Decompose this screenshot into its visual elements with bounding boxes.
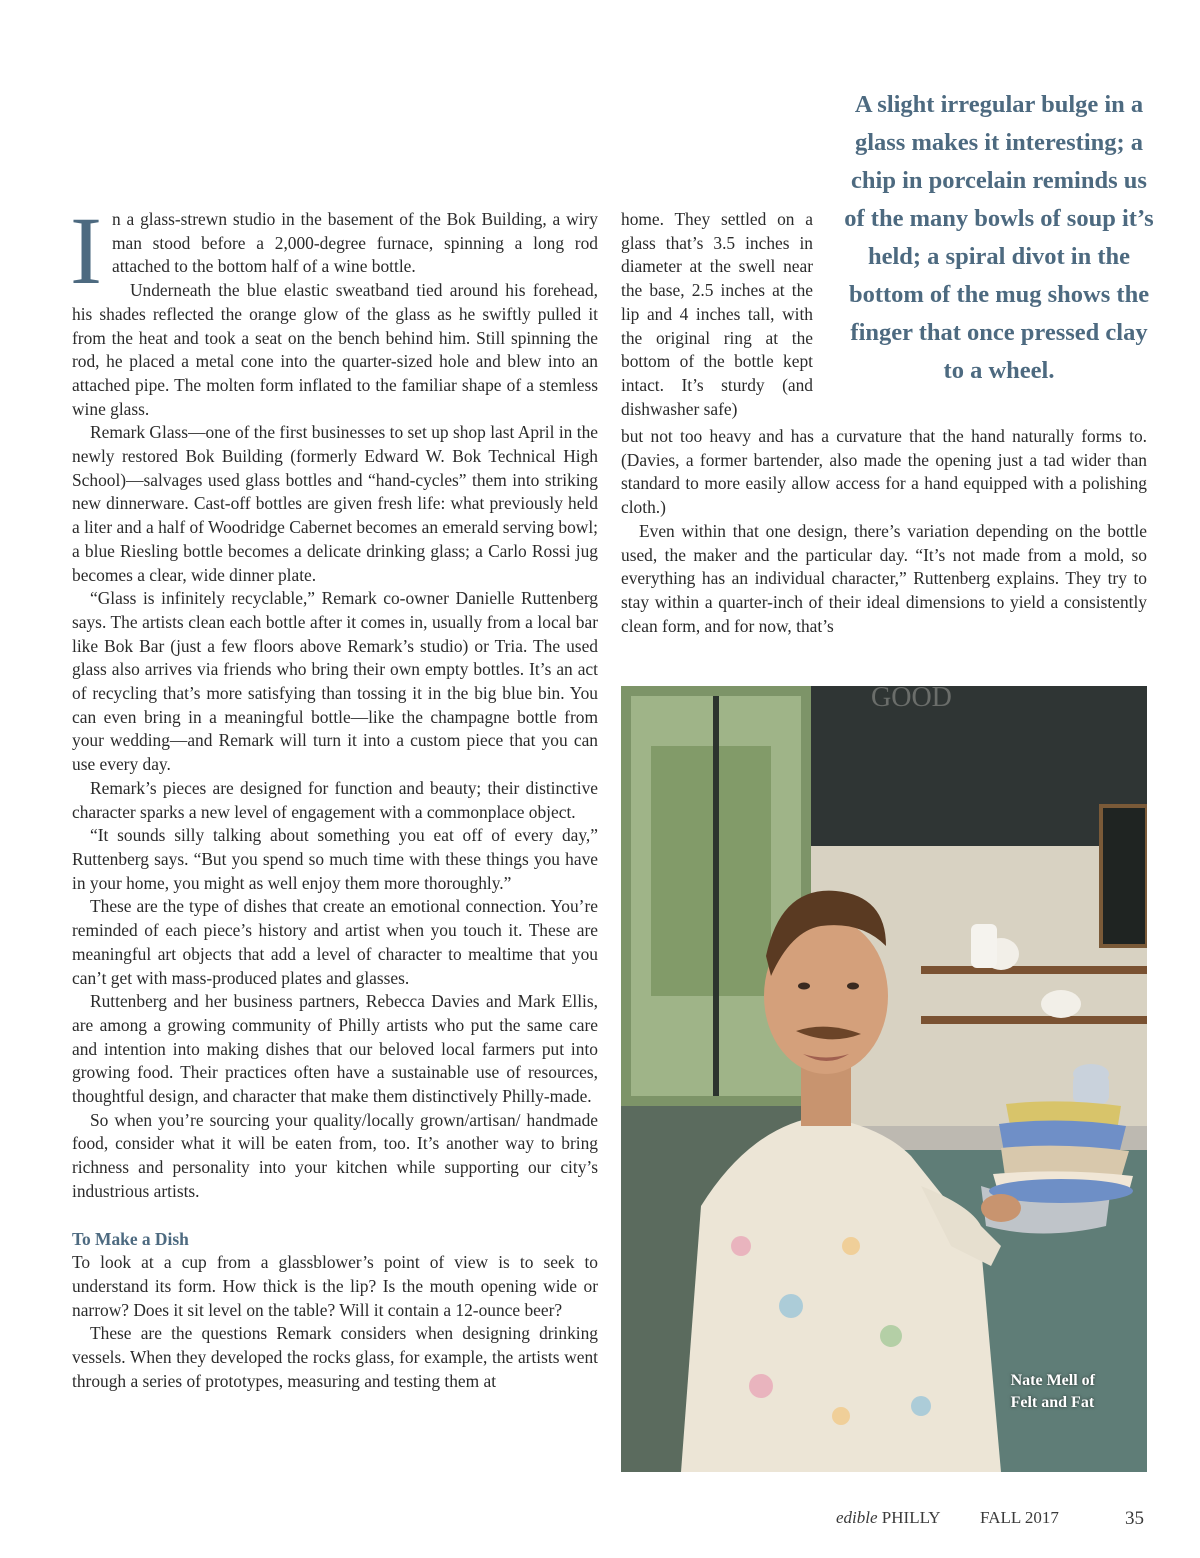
paragraph: Underneath the blue elastic sweatband tied around his forehead, his shades reflected the orange glow of the glass as he swiftly pulled it from the heat and took a seat on the bench behind him. Still spinning the rod, he placed a metal cone into the quarter-sized hole and blew into an attached pipe. The molten form inflated to the familiar shape of a stemless wine glass. xyxy=(72,280,598,419)
paragraph: These are the questions Remark considers when designing drinking vessels. When they developed the rocks glass, for example, the artists went through a series of prototypes, measuring and testing them at xyxy=(72,1323,598,1391)
magazine-name: edible PHILLY xyxy=(836,1508,941,1527)
paragraph: home. They settled on a glass that’s 3.5 inches in diameter at the swell near the base, 2.5 inches at the lip and 4 inches tall, with the original ring at the bottom of the bottle kept intact. It’s sturdy (and dishwasher safe) xyxy=(621,209,813,419)
issue-label: FALL 2017 xyxy=(980,1508,1059,1527)
right-column xyxy=(621,425,1147,638)
drop-cap: I xyxy=(70,197,102,304)
page-footer xyxy=(620,1508,1146,1538)
paragraph: Remark’s pieces are designed for function and beauty; their distinctive character sparks a new level of engagement with a commonplace object. xyxy=(72,777,598,822)
paragraph: Ruttenberg and her business partners, Rebecca Davies and Mark Ellis, are among a growing community of Philly artists who put the same care and intention into making dishes that our beloved local farmers put into growing food. Their practices often have a sustainable use of resources, thoughtful design, and character that make them distinctively Philly-made. xyxy=(72,991,598,1107)
portrait-photo xyxy=(621,686,1147,1472)
left-column xyxy=(70,197,598,1393)
photo-illustration xyxy=(621,686,1147,1472)
pull-quote: A slight irregular bulge in a glass makes it interesting; a chip in porcelain reminds us of the many bowls of soup it’s held; a spiral divot in the bottom of the mug shows the finger that once pressed clay to a wheel. xyxy=(844,91,1154,384)
paragraph: but not too heavy and has a curvature that the hand naturally forms to. (Davies, a former bartender, also made the opening just a tad wider than standard to more easily allow access for a hand equipped with a polishing cloth.) xyxy=(621,426,1147,518)
photo-caption: Nate Mell of Felt and Fat xyxy=(1010,1372,1095,1411)
page-number: 35 xyxy=(1125,1508,1144,1529)
svg-text:GOOD: GOOD xyxy=(871,686,952,713)
paragraph: “Glass is infinitely recyclable,” Remark co-owner Danielle Ruttenberg says. The artists clean each bottle after it comes in, usually from a local bar like Bok Bar (just a few floors above Remark’s studio) or Tria. The used glass also arrives via friends who bring their own empty bottles. It’s an act of recycling that’s more satisfying than tossing it in the big blue bin. You can even bring in a meaningful bottle—like the champagne bottle from your wedding—and Remark will turn it into a custom piece that you can use every day. xyxy=(72,588,598,775)
paragraph: To look at a cup from a glassblower’s point of view is to seek to understand its form. How thick is the lip? Is the mouth opening wide or narrow? Does it sit level on the table? Will it contain a 12-ounce beer? xyxy=(72,1252,598,1320)
paragraph: In a glass-strewn studio in the basement of the Bok Building, a wiry man stood before a 2,000-degree furnace, spinning a long rod attached to the bottom half of a wine bottle. xyxy=(70,197,598,304)
paragraph: These are the type of dishes that create an emotional connection. You’re reminded of each piece’s history and artist when you touch it. These are meaningful art objects that add a level of character to mealtime that you can’t get with mass-produced plates and glasses. xyxy=(72,896,598,988)
section-subhead: To Make a Dish xyxy=(72,1228,189,1249)
paragraph: Remark Glass—one of the first businesses to set up shop last April in the newly restored Bok Building (formerly Edward W. Bok Technical High School)—salvages used glass bottles and “hand-cycles” them into striking new dinnerware. Cast-off bottles are given fresh life: what previously held a liter and a half of Woodridge Cabernet becomes an emerald serving bowl; a blue Riesling bottle becomes a delicate drinking glass; a Carlo Rossi jug becomes a clear, wide dinner plate. xyxy=(72,422,598,585)
paragraph: “It sounds silly talking about something you eat off of every day,” Ruttenberg says. “But you spend so much time with these things you have in your home, you might as well enjoy them more thoroughly.” xyxy=(72,825,598,893)
middle-column xyxy=(621,208,813,421)
paragraph: So when you’re sourcing your quality/locally grown/artisan/ handmade food, consider what it will be eaten from, too. It’s another way to bring richness and personality into your kitchen while supporting our city’s industrious artists. xyxy=(72,1109,598,1201)
paragraph: Even within that one design, there’s variation depending on the bottle used, the maker and the particular day. “It’s not made from a mold, so everything has an individual character,” Ruttenberg explains. They try to stay within a quarter-inch of their ideal dimensions to yield a consistently clean form, and for now, that’s xyxy=(621,520,1147,636)
